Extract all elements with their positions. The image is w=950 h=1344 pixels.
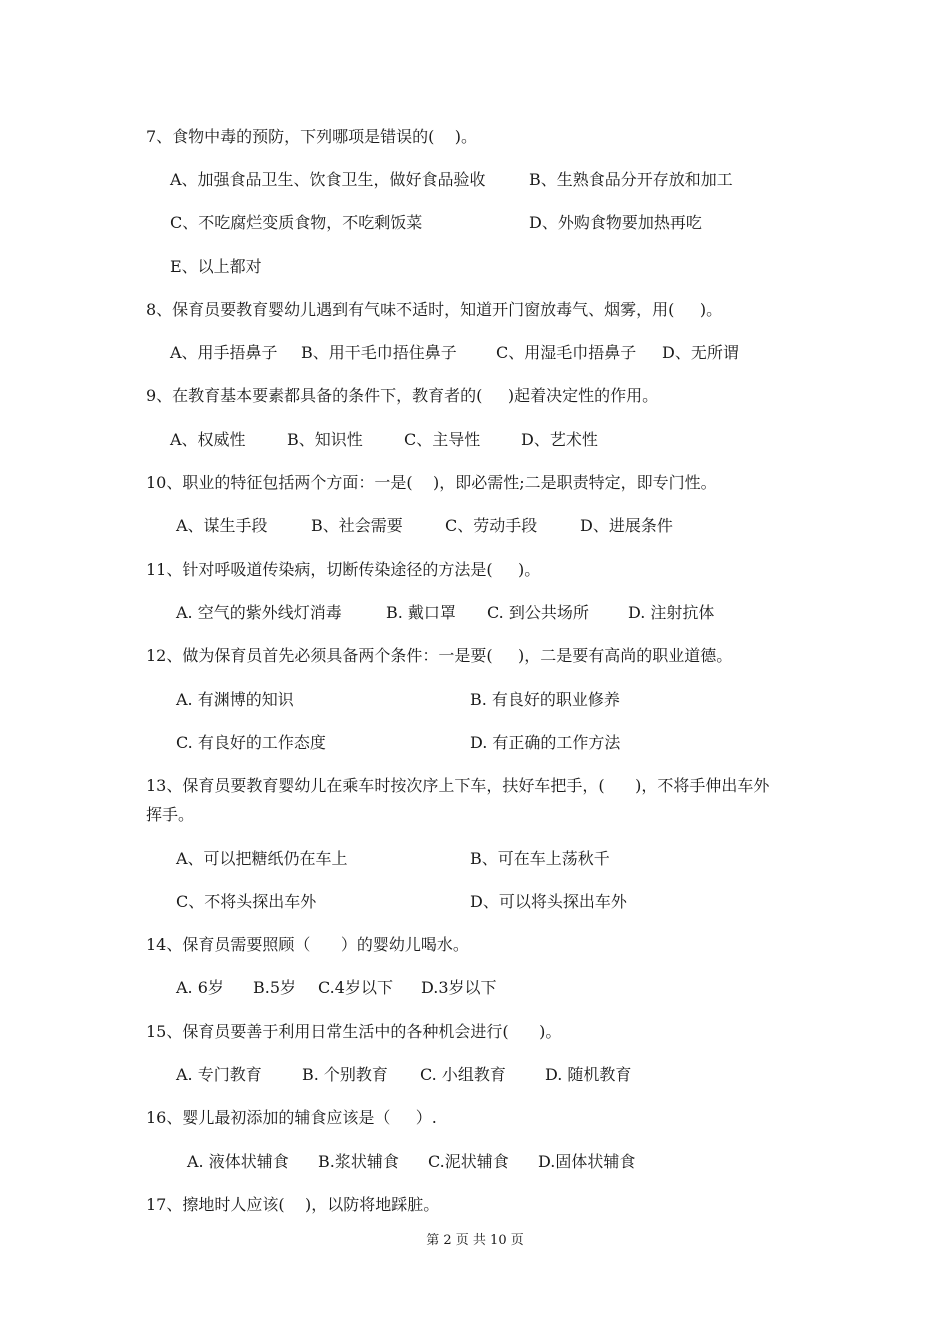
- question-13-stem-line-2: 挥手。: [146, 805, 195, 824]
- question-10-option-d: D、进展条件: [580, 516, 673, 535]
- question-15-option-c: C. 小组教育: [420, 1065, 506, 1084]
- question-16-option-b: B.浆状辅食: [318, 1152, 399, 1171]
- question-13-stem-line-1: 13、保育员要教育婴幼儿在乘车时按次序上下车，扶好车把手，( )，不将手伸出车外: [146, 776, 770, 795]
- question-14-option-d: D.3岁以下: [421, 978, 497, 997]
- question-16-option-c: C.泥状辅食: [428, 1152, 509, 1171]
- question-12-stem: 12、做为保育员首先必须具备两个条件：一是要( )，二是要有高尚的职业道德。: [146, 646, 733, 665]
- question-14-option-b: B.5岁: [253, 978, 297, 997]
- question-14-stem: 14、保育员需要照顾（ ）的婴幼儿喝水。: [146, 935, 469, 954]
- question-15-option-d: D. 随机教育: [545, 1065, 632, 1084]
- question-7-option-a: A、加强食品卫生、饮食卫生，做好食品验收: [170, 170, 486, 189]
- question-8-option-b: B、用干毛巾捂住鼻子: [301, 343, 457, 362]
- question-15-option-a: A. 专门教育: [176, 1065, 262, 1084]
- question-8-option-a: A、用手捂鼻子: [170, 343, 278, 362]
- page-number-footer: 第 2 页 共 10 页: [426, 1233, 524, 1248]
- question-15-stem: 15、保育员要善于利用日常生活中的各种机会进行( )。: [146, 1022, 562, 1041]
- question-11-option-d: D. 注射抗体: [628, 603, 715, 622]
- question-9-option-a: A、权威性: [170, 430, 246, 449]
- question-8-stem: 8、保育员要教育婴幼儿遇到有气味不适时，知道开门窗放毒气、烟雾，用( )。: [146, 300, 723, 319]
- question-7-stem: 7、食物中毒的预防，下列哪项是错误的( )。: [146, 127, 478, 146]
- question-16-option-d: D.固体状辅食: [538, 1152, 636, 1171]
- question-13-option-c: C、不将头探出车外: [176, 892, 317, 911]
- question-9-option-b: B、知识性: [287, 430, 363, 449]
- question-9-option-d: D、艺术性: [521, 430, 598, 449]
- question-7-option-b: B、生熟食品分开存放和加工: [529, 170, 733, 189]
- question-8-option-c: C、用湿毛巾捂鼻子: [496, 343, 637, 362]
- question-11-option-a: A. 空气的紫外线灯消毒: [176, 603, 342, 622]
- question-15-option-b: B. 个别教育: [302, 1065, 388, 1084]
- question-13-option-b: B、可在车上荡秋千: [470, 849, 610, 868]
- question-14-option-a: A. 6岁: [176, 978, 224, 997]
- question-11-option-b: B. 戴口罩: [386, 603, 456, 622]
- question-10-option-b: B、社会需要: [311, 516, 403, 535]
- question-9-stem: 9、在教育基本要素都具备的条件下，教育者的( )起着决定性的作用。: [146, 386, 659, 405]
- question-17-stem: 17、擦地时人应该( )，以防将地踩脏。: [146, 1195, 440, 1214]
- question-16-stem: 16、婴儿最初添加的辅食应该是（ ）.: [146, 1108, 437, 1127]
- question-7-option-e: E、以上都对: [170, 257, 262, 276]
- question-10-option-c: C、劳动手段: [445, 516, 538, 535]
- question-16-option-a: A. 液体状辅食: [187, 1152, 289, 1171]
- question-13-option-a: A、可以把糖纸仍在车上: [176, 849, 348, 868]
- question-9-option-c: C、主导性: [404, 430, 481, 449]
- question-7-option-c: C、不吃腐烂变质食物，不吃剩饭菜: [170, 213, 423, 232]
- question-11-stem: 11、针对呼吸道传染病，切断传染途径的方法是( )。: [146, 560, 541, 579]
- question-13-option-d: D、可以将头探出车外: [470, 892, 627, 911]
- question-14-option-c: C.4岁以下: [318, 978, 393, 997]
- question-7-option-d: D、外购食物要加热再吃: [529, 213, 702, 232]
- question-12-option-c: C. 有良好的工作态度: [176, 733, 326, 752]
- question-10-stem: 10、职业的特征包括两个方面：一是( )，即必需性;二是职责特定，即专门性。: [146, 473, 717, 492]
- question-10-option-a: A、谋生手段: [176, 516, 268, 535]
- question-11-option-c: C. 到公共场所: [487, 603, 589, 622]
- question-12-option-b: B. 有良好的职业修养: [470, 690, 620, 709]
- question-12-option-d: D. 有正确的工作方法: [470, 733, 621, 752]
- question-8-option-d: D、无所谓: [662, 343, 739, 362]
- question-12-option-a: A. 有渊博的知识: [176, 690, 294, 709]
